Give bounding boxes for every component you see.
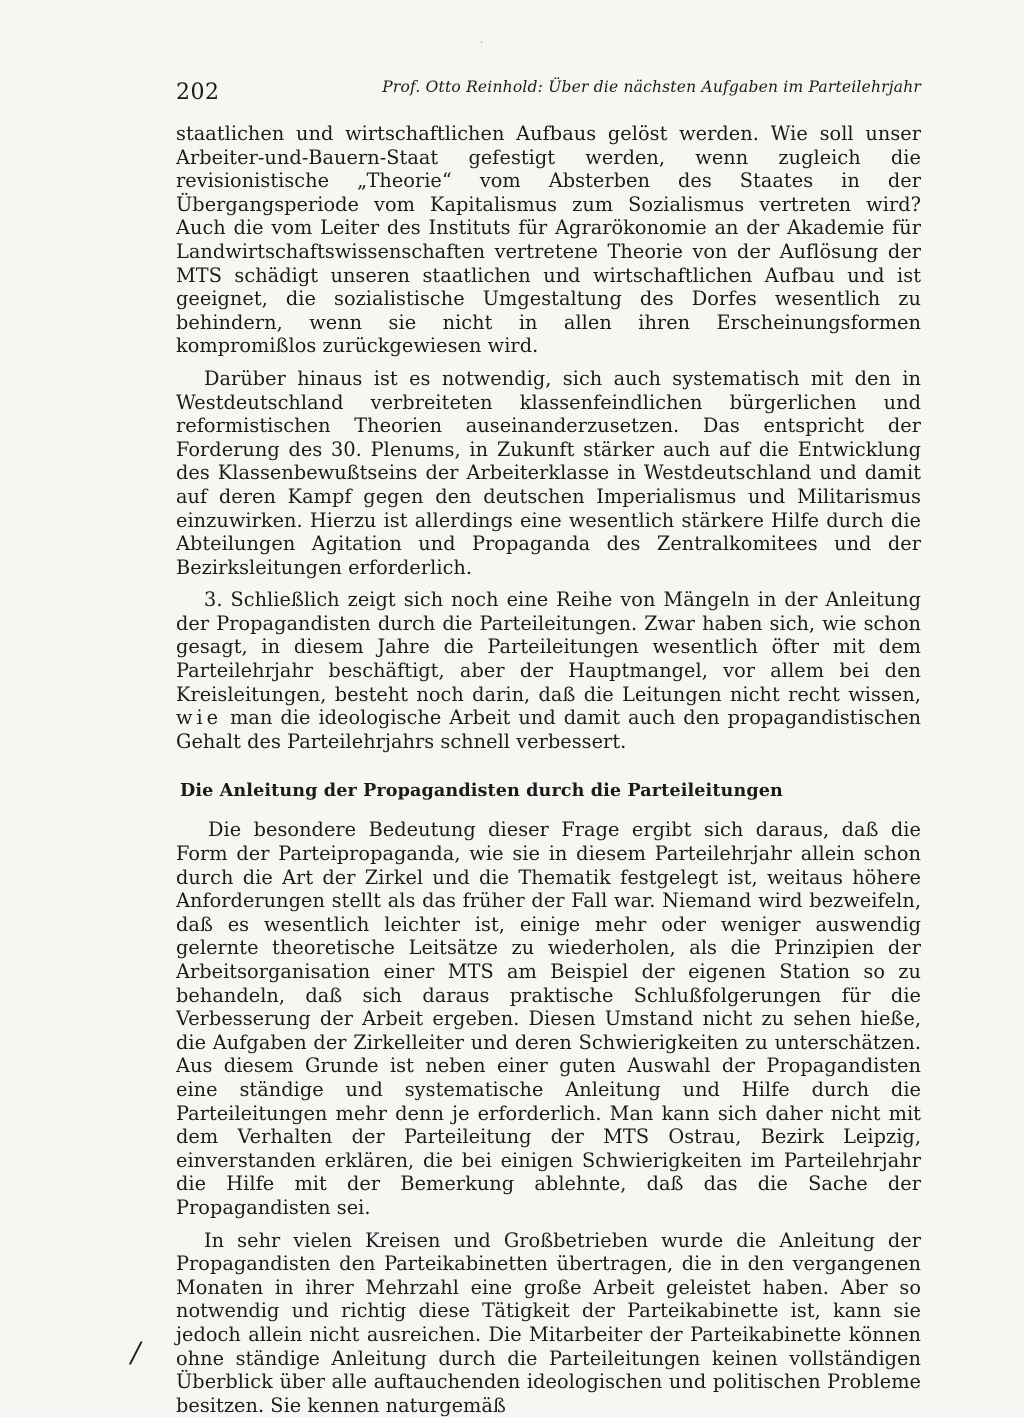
page-header <box>176 70 921 110</box>
page-number: 202 <box>176 80 220 105</box>
margin-mark: / <box>131 1336 141 1369</box>
paragraph-2: Darüber hinaus ist es notwendig, sich auch systematisch mit den in Westdeutschland verbreiteten klassenfeindlichen bürgerlichen und reformistischen Theorien auseinanderzusetzen. Das entspricht der Forderung des 30. Plenums, in Zukunft stärker auch auf die Entwicklung des Klassenbewußtseins der Arbeiterklasse in Westdeutschland und damit auf deren Kampf gegen den deutschen Imperialismus und Militarismus einzuwirken. Hierzu ist allerdings eine wesentlich stärkere Hilfe durch die Abteilungen Agitation und Propaganda des Zentralkomitees und der Bezirksleitungen erforderlich. <box>176 366 921 579</box>
section-heading: Die Anleitung der Propagandisten durch die Parteileitungen <box>180 780 783 802</box>
running-title: Prof. Otto Reinhold: Über die nächsten Aufgaben im Parteilehrjahr <box>382 78 921 96</box>
paragraph-3 <box>176 588 921 753</box>
paragraph-1: staatlichen und wirtschaftlichen Aufbaus gelöst werden. Wie soll unser Arbeiter-und-Bauern-Staat gefestigt werden, wenn zugleich die revisionistische „Theorie“ vom Absterben des Staates in der Übergangsperiode vom Kapitalismus zum Sozialismus vertreten wird? Auch die vom Leiter des Instituts für Agrarökonomie an der Akademie für Landwirtschaftswissenschaften vertretene Theorie von der Auflösung der MTS schädigt unseren staatlichen und wirtschaftlichen Aufbau und ist geeignet, die sozialistische Umgestaltung des Dorfes wesentlich zu behindern, wenn sie nicht in allen ihren Erscheinungsformen kompromißlos zurückgewiesen wird. <box>176 122 921 358</box>
paragraph-3-text-end: man die ideologische Arbeit und damit auch den propagandistischen Gehalt des Parteilehrjahrs schnell verbessert. <box>176 706 922 753</box>
body-text <box>176 122 921 1417</box>
paragraph-4: Die besondere Bedeutung dieser Frage ergibt sich daraus, daß die Form der Parteipropaganda, wie sie in diesem Parteilehrjahr allein schon durch die Art der Zirkel und die Thematik festgelegt ist, weitaus höhere Anforderungen stellt als das früher der Fall war. Niemand wird bezweifeln, daß es wesentlich leichter ist, einige mehr oder weniger auswendig gelernte theoretische Leitsätze zu wiederholen, als die Prinzipien der Arbeitsorganisation einer MTS am Beispiel der eigenen Station so zu behandeln, daß sich daraus praktische Schlußfolgerungen für die Verbesserung der Arbeit ergeben. Diesen Umstand nicht zu sehen hieße, die Aufgaben der Zirkelleiter und deren Schwierigkeiten zu unterschätzen. Aus diesem Grunde ist neben einer guten Auswahl der Propagandisten eine ständige und systematische Anleitung und Hilfe durch die Parteileitungen mehr denn je erforderlich. Man kann sich daher nicht mit dem Verhalten der Parteileitung der MTS Ostrau, Bezirk Leipzig, einverstanden erklären, die bei einigen Schwierigkeiten im Parteilehrjahr die Hilfe mit der Bemerkung ablehnte, daß das die Sache der Propagandisten sei. <box>176 818 921 1219</box>
paragraph-5: In sehr vielen Kreisen und Großbetrieben wurde die Anleitung der Propagandisten den Parteikabinetten übertragen, die in den vergangenen Monaten in ihrer Mehrzahl eine große Arbeit geleistet haben. Aber so notwendig und richtig diese Tätigkeit der Parteikabinette ist, kann sie jedoch allein nicht ausreichen. Die Mitarbeiter der Parteikabinette können ohne ständige Anleitung durch die Parteileitungen keinen vollständigen Überblick über alle auftauchenden ideologischen und politischen Probleme besitzen. Sie kennen naturgemäß <box>176 1228 921 1417</box>
emphasized-word: wie <box>176 706 223 730</box>
scan-speck: · <box>480 38 484 49</box>
paragraph-3-text-start: 3. Schließlich zeigt sich noch eine Reihe von Mängeln in der Anleitung der Propagandisten durch die Parteileitungen. Zwar haben sich, wie schon gesagt, in diesem Jahre die Parteileitungen wesentlich öfter mit dem Parteilehrjahr beschäftigt, aber der Hauptmangel, vor allem bei den Kreisleitungen, besteht noch darin, daß die Leitungen nicht recht wissen, <box>176 588 921 706</box>
